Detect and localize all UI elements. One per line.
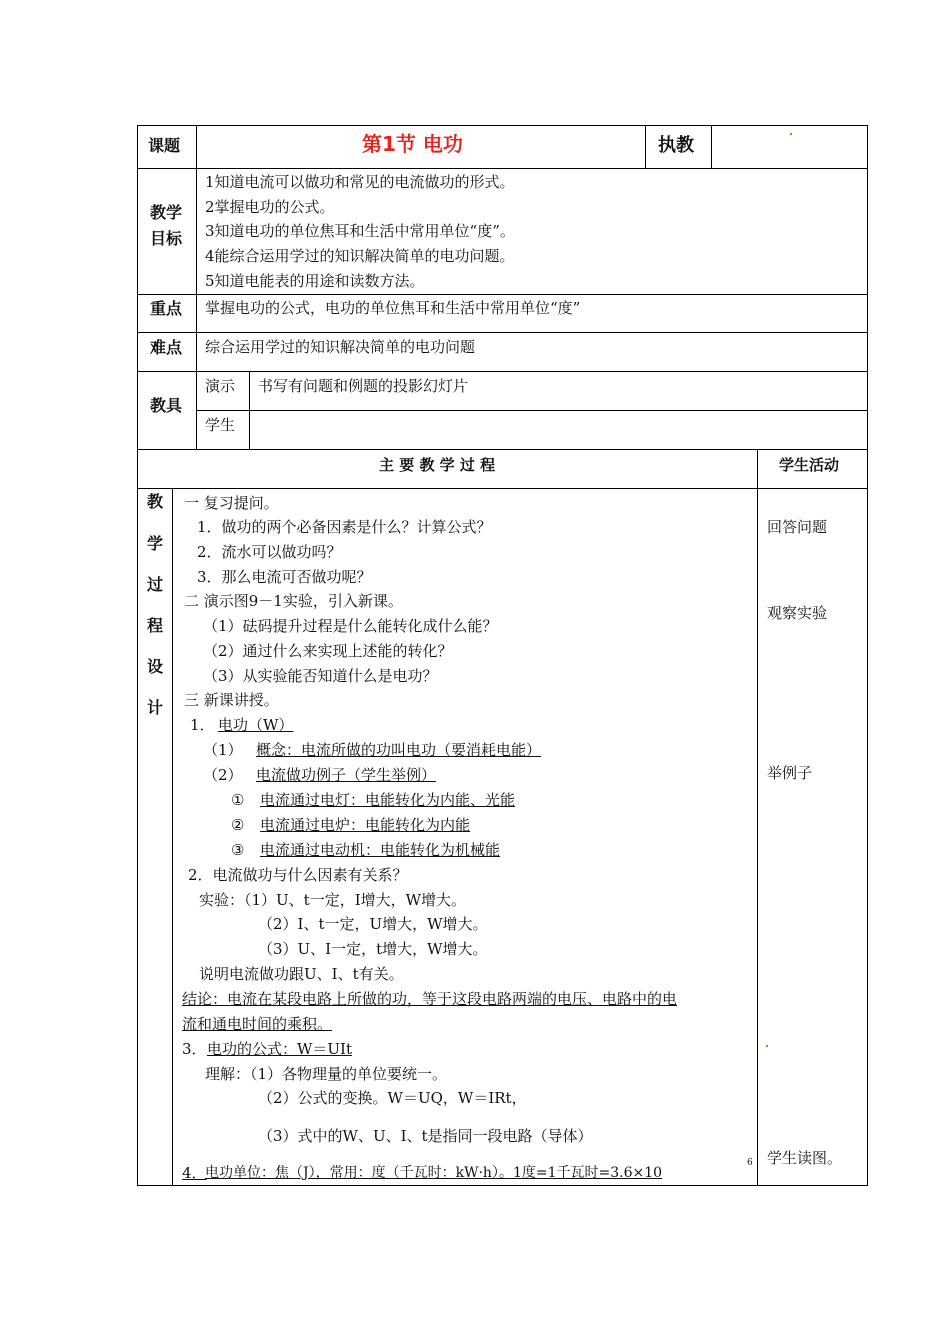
process-line: 电流通过电动机：电能转化为机械能 (260, 841, 501, 859)
side-label-char: 教 (147, 492, 164, 511)
activity-item: 举例子 (767, 764, 813, 782)
side-label-char: 学 (147, 534, 164, 553)
goal-item: 3知道电功的单位焦耳和生活中常用单位“度”。 (205, 222, 515, 240)
process-line: 电流做功例子（学生举例） (256, 766, 437, 784)
side-label-char: 程 (147, 616, 164, 635)
goal-item: 1知道电流可以做功和常见的电流做功的形式。 (205, 173, 515, 191)
process-line: 电功的公式：W＝UIt (207, 1040, 353, 1058)
process-line: 结论：电流在某段电路上所做的功，等于这段电路两端的电压、电路中的电 (182, 990, 678, 1008)
process-line: 一 复习提问。 (184, 494, 279, 512)
side-label-char: 过 (147, 575, 164, 594)
activity-header: 学生活动 (779, 456, 840, 474)
process-line: ② (231, 816, 245, 834)
lesson-title: 第1节 电功 (362, 132, 463, 156)
process-line: （2）I、t一定，U增大，W增大。 (258, 915, 488, 933)
process-line: 1． (190, 716, 215, 734)
process-line: 电功（W） (218, 716, 294, 734)
demo-text: 书写有问题和例题的投影幻灯片 (258, 377, 469, 395)
process-line: 概念：电流所做的功叫电功（要消耗电能） (256, 741, 542, 759)
activity-item: 回答问题 (767, 518, 828, 536)
process-line: （2） (203, 766, 243, 784)
process-line: 理解：（1）各物理量的单位要统一。 (205, 1065, 448, 1083)
topic-label: 课题 (148, 136, 181, 155)
activity-item: 学生读图。 (767, 1149, 843, 1167)
process-line: 1．做功的两个必备因素是什么？计算公式？ (197, 518, 492, 536)
process-line: 2．流水可以做功吗？ (197, 543, 342, 561)
process-line: 3． (182, 1040, 207, 1058)
goals-label-line2: 目标 (150, 229, 183, 248)
goal-item: 2掌握电功的公式。 (205, 198, 335, 216)
process-line: 6 (747, 1158, 753, 1168)
process-line: （2）公式的变换。W＝UQ，W＝IRt， (258, 1089, 527, 1107)
process-header: 主 要 教 学 过 程 (379, 456, 496, 474)
activity-item: 观察实验 (767, 604, 828, 622)
process-line: （1）砝码提升过程是什么能转化成什么能？ (203, 617, 498, 635)
side-label-char: 设 (147, 657, 164, 676)
process-line: 3．那么电流可否做功呢？ (197, 568, 372, 586)
process-line: 实验：（1）U、t一定，I增大，W增大。 (199, 891, 467, 909)
process-line: 电流通过电炉：电能转化为内能 (260, 816, 471, 834)
process-line: （2）通过什么来实现上述能的转化？ (203, 642, 453, 660)
process-line: 电流通过电灯：电能转化为内能、光能 (260, 791, 516, 809)
difficulty-label: 难点 (150, 338, 183, 357)
process-line: ③ (231, 841, 245, 859)
teacher-label: 执教 (658, 135, 694, 156)
process-line: 4． (182, 1164, 207, 1182)
process-line: ① (231, 791, 245, 809)
side-label-char: 计 (147, 698, 164, 717)
process-line: （3）从实验能否知道什么是电功？ (203, 667, 438, 685)
key-point-text: 掌握电功的公式，电功的单位焦耳和生活中常用单位“度” (205, 299, 581, 317)
goals-label-line1: 教学 (150, 203, 183, 222)
process-line: 说明电流做功跟U、I、t有关。 (199, 965, 404, 983)
process-line: （3）式中的W、U、I、t是指同一段电路（导体） (258, 1127, 593, 1145)
goal-item: 4能综合运用学过的知识解决简单的电功问题。 (205, 247, 515, 265)
demo-label: 演示 (205, 377, 236, 395)
process-line: 三 新课讲授。 (184, 691, 279, 709)
difficulty-text: 综合运用学过的知识解决简单的电功问题 (205, 338, 476, 356)
tools-label: 教具 (150, 396, 183, 415)
key-point-label: 重点 (150, 299, 183, 318)
process-line: （3）U、I一定，t增大，W增大。 (258, 940, 488, 958)
student-label: 学生 (205, 416, 236, 434)
process-line: 电功单位：焦（J），常用：度（千瓦时：kW·h）。1度=1千瓦时=3.6×10 (205, 1165, 663, 1181)
process-line: （1） (203, 741, 243, 759)
goal-item: 5知道电能表的用途和读数方法。 (205, 272, 425, 290)
process-line: 流和通电时间的乘积。 (182, 1015, 333, 1033)
process-line: 二 演示图9－1实验，引入新课。 (184, 592, 403, 610)
process-line: 2．电流做功与什么因素有关系？ (188, 866, 408, 884)
